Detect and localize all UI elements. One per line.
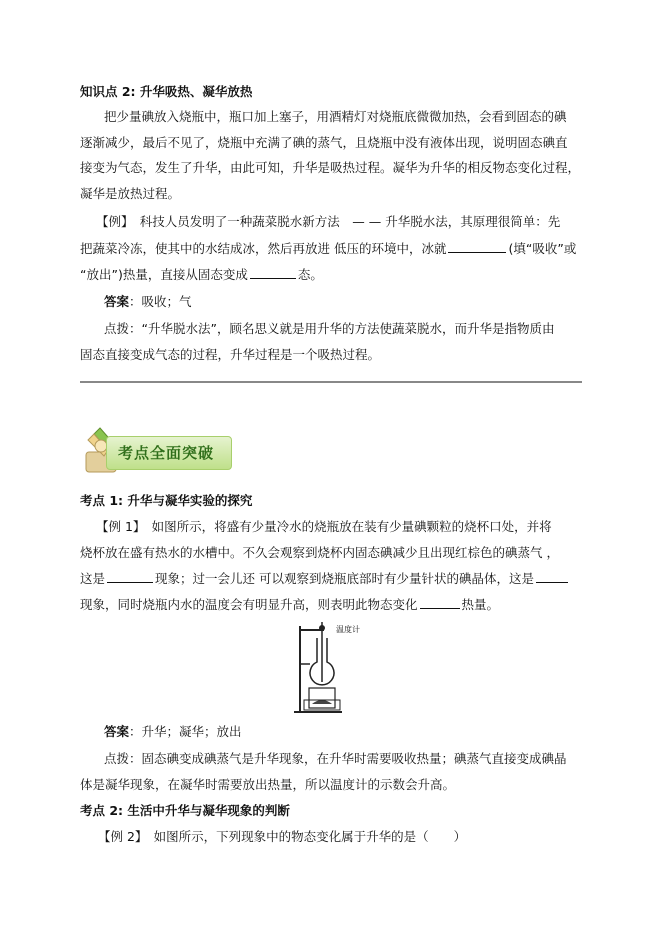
example-text: 现象，同时烧瓶内水的温度会有明显升高，则表明此物态变化 bbox=[80, 597, 418, 612]
example-line: 【例 1】 如图所示，将盛有少量冷水的烧瓶放在装有少量碘颗粒的烧杯口处，并将 bbox=[96, 519, 552, 534]
answer-label: 答案 bbox=[104, 294, 130, 309]
experiment-figure bbox=[292, 620, 372, 716]
section-heading: 考点 1: 升华与凝华实验的探究 bbox=[80, 493, 253, 508]
answer-blank bbox=[536, 570, 568, 583]
example-line bbox=[80, 570, 570, 588]
answer-blank bbox=[420, 596, 460, 609]
example-line bbox=[80, 266, 323, 284]
answer-line bbox=[104, 293, 192, 311]
answer-blank bbox=[250, 266, 296, 279]
answer-blank bbox=[448, 240, 506, 253]
example-text: 热量。 bbox=[461, 597, 500, 612]
apparatus-diagram bbox=[292, 620, 372, 716]
paragraph-line: 逐渐减少，最后不见了，烧瓶中充满了碘的蒸气，且烧瓶中没有液体出现，说明固态碘直 bbox=[80, 135, 568, 150]
tip-line: 体是凝华现象，在凝华时需要放出热量，所以温度计的示数会升高。 bbox=[80, 777, 456, 792]
example-text: (填“吸收”或 bbox=[508, 241, 577, 256]
example-line: 【例 2】 如图所示，下列现象中的物态变化属于升华的是（ ） bbox=[98, 829, 467, 844]
tip-line: 固态直接变成气态的过程，升华过程是一个吸热过程。 bbox=[80, 347, 381, 362]
section-banner bbox=[80, 422, 234, 478]
answer-line bbox=[104, 723, 242, 741]
example-text: 现象；过一会儿还 可以观察到烧瓶底部时有少量针状的碘晶体，这是 bbox=[155, 571, 534, 586]
answer-blank bbox=[107, 570, 153, 583]
section-heading: 考点 2: 生活中升华与凝华现象的判断 bbox=[80, 803, 290, 818]
paragraph-line: 把少量碘放入烧瓶中，瓶口加上塞子，用酒精灯对烧瓶底微微加热，会看到固态的碘 bbox=[104, 109, 567, 124]
example-text: 这是 bbox=[80, 571, 106, 586]
example-line: 烧杯放在盛有热水的水槽中。不久会观察到烧杯内固态碘减少且出现红棕色的碘蒸气 ， bbox=[80, 545, 559, 560]
tip-line: 点拨：“升华脱水法”，顾名思义就是用升华的方法使蔬菜脱水，而升华是指物质由 bbox=[104, 321, 555, 336]
tip-line: 点拨：固态碘变成碘蒸气是升华现象，在升华时需要吸收热量；碘蒸气直接变成碘晶 bbox=[104, 751, 567, 766]
answer-label: 答案 bbox=[104, 724, 130, 739]
example-text: 把蔬菜冷冻，使其中的水结成冰，然后再放进 低压的环境中，冰就 bbox=[80, 241, 447, 256]
banner-title: 考点全面突破 bbox=[118, 444, 215, 462]
example-line bbox=[80, 240, 576, 258]
figure-label: 温度计 bbox=[336, 625, 360, 634]
section-heading: 知识点 2: 升华吸热、凝华放热 bbox=[80, 84, 253, 99]
example-line: 【例】 科技人员发明了一种蔬菜脱水新方法 — — 升华脱水法，其原理很简单：先 bbox=[96, 214, 561, 229]
paragraph-line: 凝华是放热过程。 bbox=[80, 186, 181, 201]
divider bbox=[80, 381, 582, 383]
example-line bbox=[80, 596, 499, 614]
paragraph-line: 接变为气态，发生了升华，由此可知，升华是吸热过程。凝华为升华的相反物态变化过程， bbox=[80, 160, 581, 175]
example-text: “放出”)热量，直接从固态变成 bbox=[80, 267, 248, 282]
example-text: 态。 bbox=[297, 267, 323, 282]
answer-text: ：吸收；气 bbox=[129, 294, 192, 309]
answer-text: ：升华；凝华；放出 bbox=[129, 724, 242, 739]
